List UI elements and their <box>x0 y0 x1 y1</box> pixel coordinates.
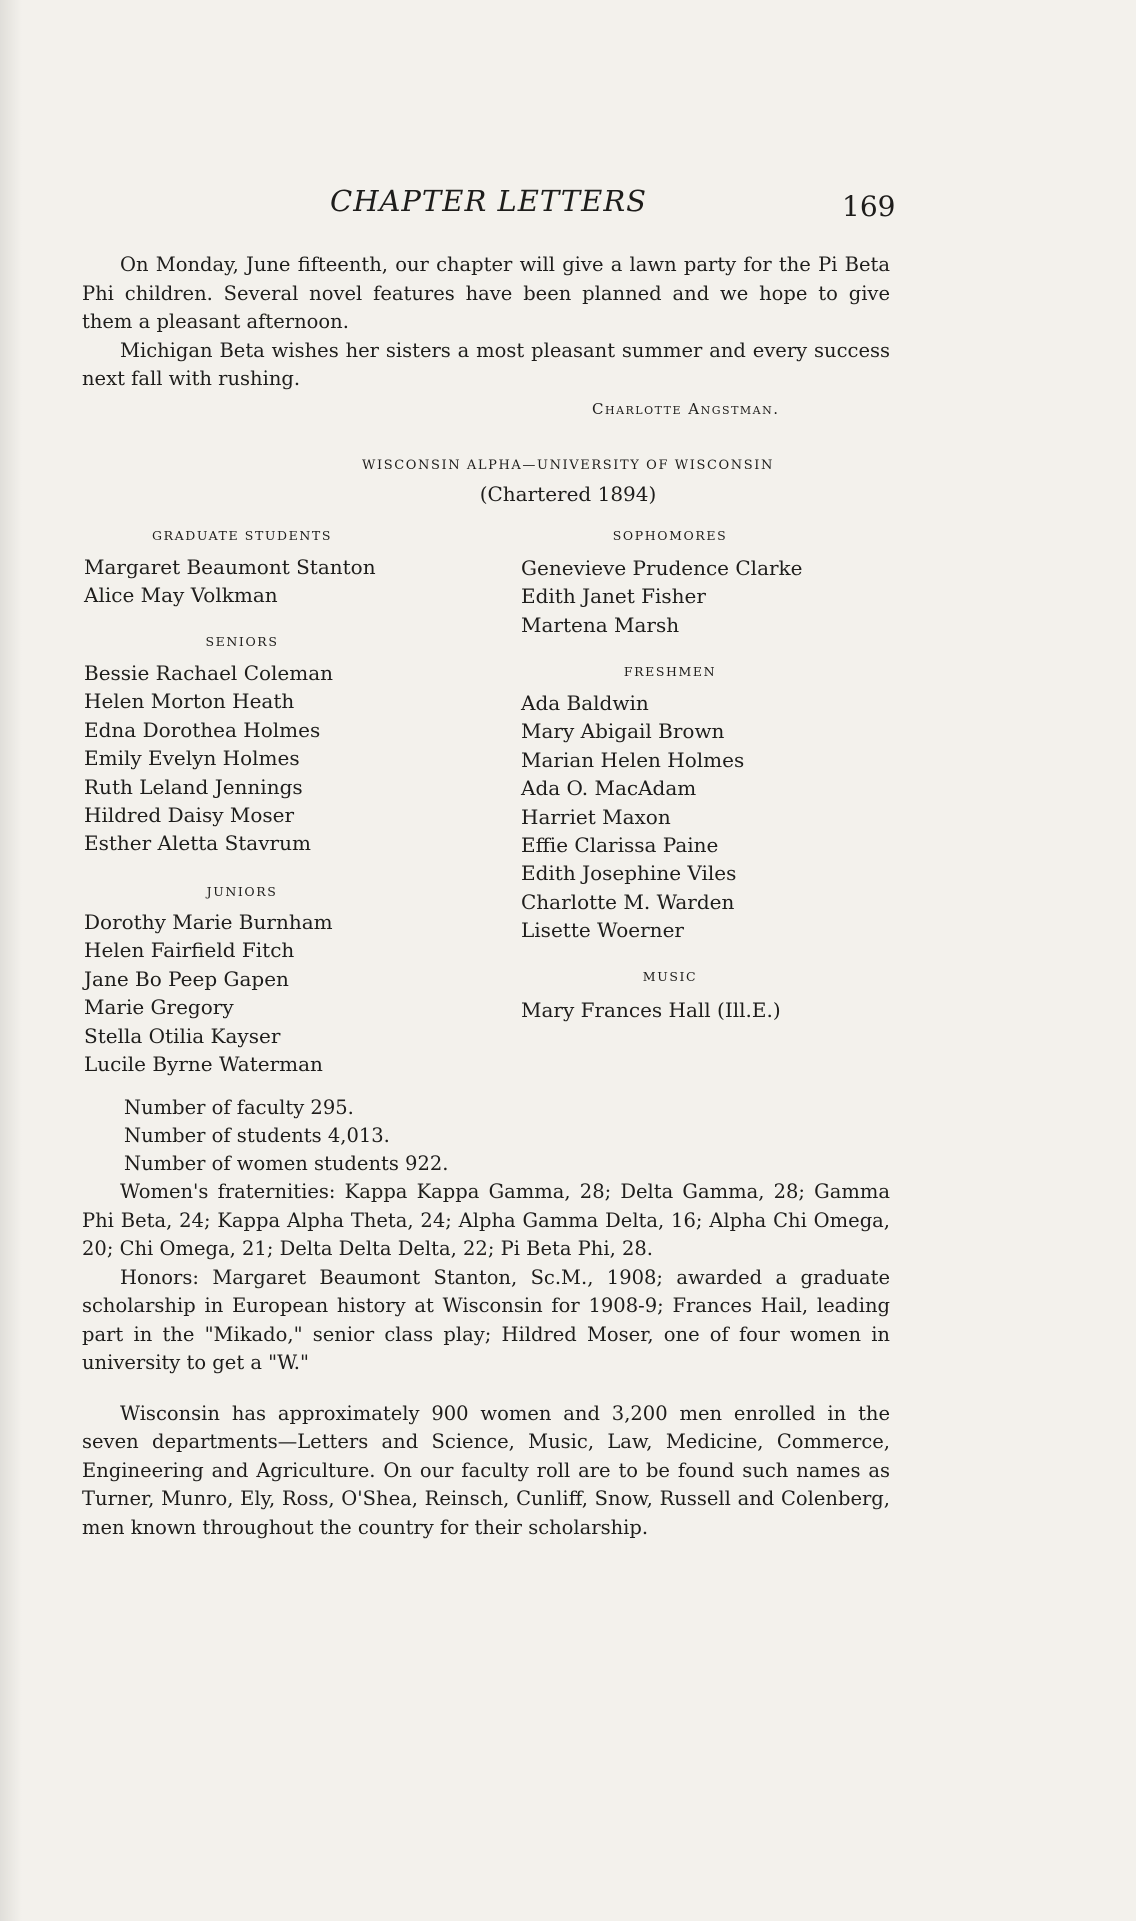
freshmen-list <box>521 689 744 945</box>
intro-text <box>82 251 890 394</box>
list-item: Martena Marsh <box>521 612 680 637</box>
list-item: Marian Helen Holmes <box>521 747 745 772</box>
seniors-list <box>84 659 333 858</box>
list-item: Ada Baldwin <box>521 691 649 715</box>
list-item: Marie Gregory <box>84 995 234 1020</box>
juniors-list <box>84 908 333 1078</box>
list-item: Harriet Maxon <box>521 804 671 829</box>
graduate-students-list <box>84 553 376 610</box>
music-list <box>521 996 781 1024</box>
list-item: Edith Josephine Viles <box>521 861 737 886</box>
list-item: Stella Otilia Kayser <box>84 1023 281 1048</box>
enrollment-paragraph: Wisconsin has approximately 900 women and 3,200 men enrolled in the seven departments—Letters and Science, Music, Law, Medicine, Commerce, Engineering and Agriculture. On our faculty roll are to be found such names as Turner, Munro, Ely, Ross, O'Shea, Reinsch, Cunliff, Snow, Russell and Colenberg, men known throughout the country for their scholarship. <box>82 1401 890 1539</box>
list-item: Jane Bo Peep Gapen <box>84 966 289 991</box>
list-item: Charlotte M. Warden <box>521 889 735 914</box>
list-item: Helen Fairfield Fitch <box>84 938 295 963</box>
chapter-heading: WISCONSIN ALPHA—UNIVERSITY OF WISCONSIN <box>362 458 774 473</box>
sophomores-list <box>521 554 803 639</box>
list-item: Mary Frances Hall (Ill.E.) <box>521 998 781 1022</box>
list-item: Lisette Woerner <box>521 918 684 943</box>
list-item: Margaret Beaumont Stanton <box>84 555 376 579</box>
list-item: Mary Abigail Brown <box>521 719 725 744</box>
faculty-count: Number of faculty 295. <box>124 1096 354 1119</box>
list-item: Edith Janet Fisher <box>521 584 706 609</box>
list-item: Emily Evelyn Holmes <box>84 746 300 771</box>
fraternities-paragraph: Women's fraternities: Kappa Kappa Gamma, 28; Delta Gamma, 28; Gamma Phi Beta, 24; Kappa Alpha Theta, 24; Alpha Gamma Delta, 16; Alpha Chi Omega, 20; Chi Omega, 21; Delta Delta Delta, 22; Pi Beta Phi, 28. <box>82 1180 890 1260</box>
sophomores-heading: SOPHOMORES <box>612 528 728 543</box>
freshmen-heading: FRESHMEN <box>623 664 717 679</box>
page-number: 169 <box>842 190 896 223</box>
page-edge-shadow <box>0 0 22 1921</box>
seniors-heading: SENIORS <box>205 634 279 649</box>
list-item: Ruth Leland Jennings <box>84 774 303 799</box>
student-count: Number of students 4,013. <box>124 1124 390 1147</box>
women-student-count: Number of women students 922. <box>124 1152 449 1175</box>
chartered-line: (Chartered 1894) <box>479 482 657 506</box>
list-item: Effie Clarissa Paine <box>521 833 719 858</box>
intro-paragraph-2: Michigan Beta wishes her sisters a most pleasant summer and every success next fall with rushing. <box>82 338 890 390</box>
list-item: Esther Aletta Stavrum <box>84 831 311 856</box>
closing-text <box>82 1178 890 1542</box>
list-item: Lucile Byrne Waterman <box>84 1052 323 1077</box>
running-title: CHAPTER LETTERS <box>330 184 648 218</box>
honors-paragraph: Honors: Margaret Beaumont Stanton, Sc.M., 1908; awarded a graduate scholarship in European history at Wisconsin for 1908-9; Frances Hail, leading part in the "Mikado," senior class play; Hildred Moser, one of four women in university to get a "W." <box>82 1265 890 1374</box>
list-item: Genevieve Prudence Clarke <box>521 556 803 580</box>
list-item: Dorothy Marie Burnham <box>84 910 333 934</box>
music-heading: MUSIC <box>642 969 698 984</box>
signature: Charlotte Angstman. <box>592 400 780 418</box>
list-item: Hildred Daisy Moser <box>84 803 295 828</box>
list-item: Bessie Rachael Coleman <box>84 661 334 685</box>
list-item: Helen Morton Heath <box>84 689 295 714</box>
list-item: Edna Dorothea Holmes <box>84 717 321 742</box>
list-item: Ada O. MacAdam <box>521 776 697 801</box>
juniors-heading: JUNIORS <box>206 884 278 899</box>
intro-paragraph-1: On Monday, June fifteenth, our chapter will give a lawn party for the Pi Beta Phi children. Several novel features have been planned and we hope to give them a pleasant afternoon. <box>82 253 890 333</box>
list-item: Alice May Volkman <box>84 583 278 608</box>
graduate-students-heading: GRADUATE STUDENTS <box>152 528 332 543</box>
